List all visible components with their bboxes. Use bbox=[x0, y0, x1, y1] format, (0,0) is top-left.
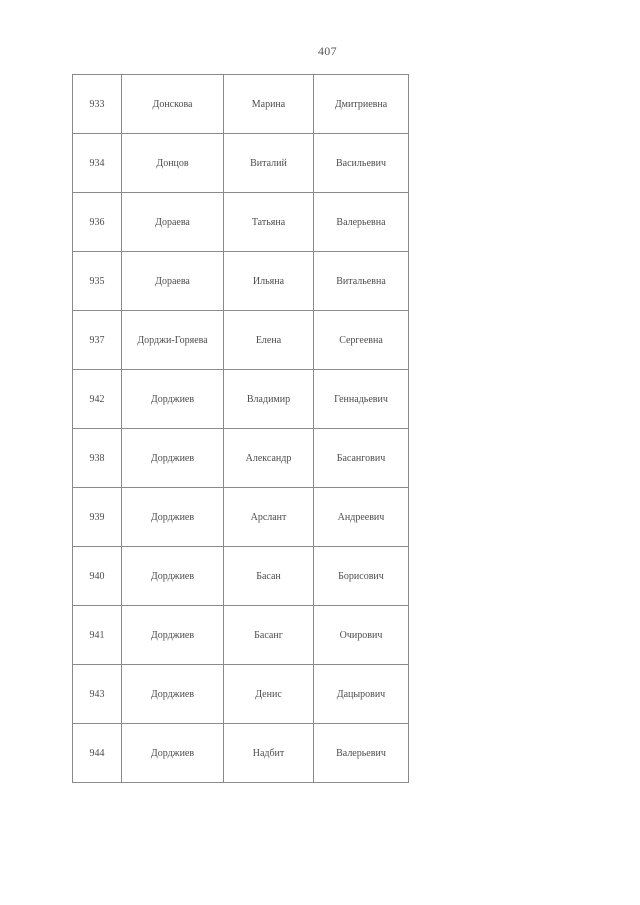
patronymic-cell: Валерьевич bbox=[314, 724, 409, 783]
first-name-cell: Владимир bbox=[224, 370, 314, 429]
patronymic-cell: Борисович bbox=[314, 547, 409, 606]
page-number: 407 bbox=[318, 44, 337, 58]
last-name-cell: Дорджиев bbox=[122, 370, 224, 429]
row-number-cell: 939 bbox=[73, 488, 122, 547]
first-name-cell: Надбит bbox=[224, 724, 314, 783]
first-name-cell: Басанг bbox=[224, 606, 314, 665]
last-name-cell: Дорджиев bbox=[122, 488, 224, 547]
patronymic-cell: Андреевич bbox=[314, 488, 409, 547]
patronymic-cell: Васильевич bbox=[314, 134, 409, 193]
roster-table-body bbox=[73, 75, 409, 783]
row-number-cell: 940 bbox=[73, 547, 122, 606]
first-name-cell: Ильяна bbox=[224, 252, 314, 311]
last-name-cell: Дорджиев bbox=[122, 547, 224, 606]
patronymic-cell: Басангович bbox=[314, 429, 409, 488]
first-name-cell: Басан bbox=[224, 547, 314, 606]
table-row bbox=[73, 193, 409, 252]
table-row bbox=[73, 370, 409, 429]
table-row bbox=[73, 665, 409, 724]
table-row bbox=[73, 606, 409, 665]
row-number-cell: 938 bbox=[73, 429, 122, 488]
last-name-cell: Дорджиев bbox=[122, 665, 224, 724]
patronymic-cell: Дацырович bbox=[314, 665, 409, 724]
row-number-cell: 933 bbox=[73, 75, 122, 134]
first-name-cell: Александр bbox=[224, 429, 314, 488]
first-name-cell: Денис bbox=[224, 665, 314, 724]
table-row bbox=[73, 724, 409, 783]
patronymic-cell: Дмитриевна bbox=[314, 75, 409, 134]
row-number-cell: 935 bbox=[73, 252, 122, 311]
row-number-cell: 943 bbox=[73, 665, 122, 724]
last-name-cell: Донскова bbox=[122, 75, 224, 134]
roster-table bbox=[72, 74, 409, 783]
first-name-cell: Татьяна bbox=[224, 193, 314, 252]
last-name-cell: Дорджиев bbox=[122, 429, 224, 488]
row-number-cell: 934 bbox=[73, 134, 122, 193]
last-name-cell: Дораева bbox=[122, 193, 224, 252]
row-number-cell: 941 bbox=[73, 606, 122, 665]
table-row bbox=[73, 429, 409, 488]
last-name-cell: Дораева bbox=[122, 252, 224, 311]
last-name-cell: Дорджиев bbox=[122, 724, 224, 783]
row-number-cell: 942 bbox=[73, 370, 122, 429]
last-name-cell: Дорджиев bbox=[122, 606, 224, 665]
last-name-cell: Дорджи-Горяева bbox=[122, 311, 224, 370]
patronymic-cell: Витальевна bbox=[314, 252, 409, 311]
last-name-cell: Донцов bbox=[122, 134, 224, 193]
table-row bbox=[73, 252, 409, 311]
table-row bbox=[73, 311, 409, 370]
table-row bbox=[73, 488, 409, 547]
patronymic-cell: Геннадьевич bbox=[314, 370, 409, 429]
first-name-cell: Елена bbox=[224, 311, 314, 370]
table-row bbox=[73, 134, 409, 193]
patronymic-cell: Сергеевна bbox=[314, 311, 409, 370]
patronymic-cell: Валерьевна bbox=[314, 193, 409, 252]
table-row bbox=[73, 547, 409, 606]
patronymic-cell: Очирович bbox=[314, 606, 409, 665]
row-number-cell: 936 bbox=[73, 193, 122, 252]
row-number-cell: 944 bbox=[73, 724, 122, 783]
first-name-cell: Марина bbox=[224, 75, 314, 134]
row-number-cell: 937 bbox=[73, 311, 122, 370]
first-name-cell: Виталий bbox=[224, 134, 314, 193]
first-name-cell: Арслант bbox=[224, 488, 314, 547]
table-row bbox=[73, 75, 409, 134]
